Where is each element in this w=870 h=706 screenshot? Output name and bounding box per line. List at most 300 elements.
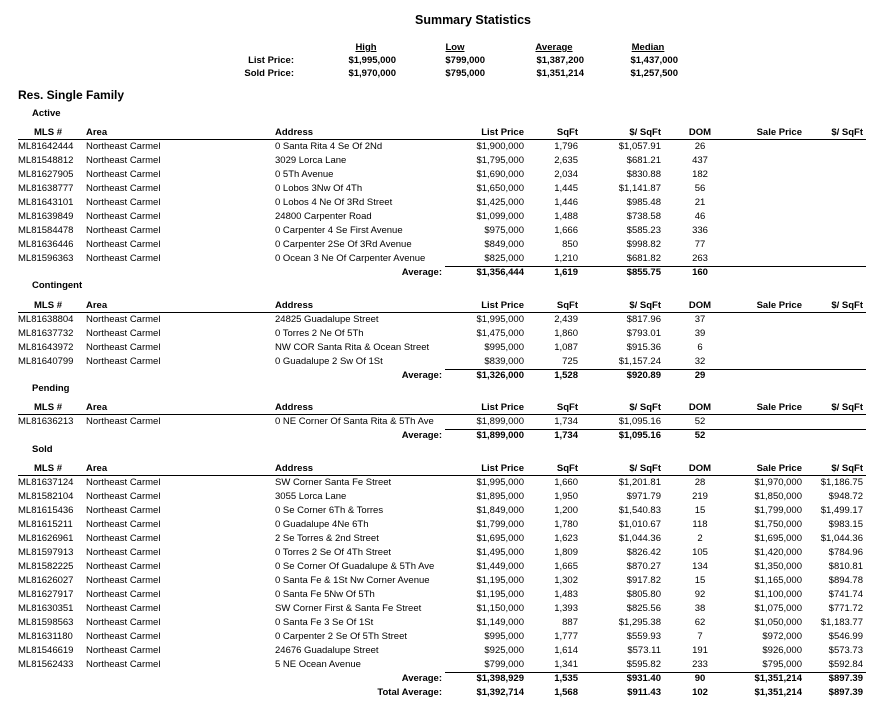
average-row <box>0 370 870 384</box>
area: Northeast Carmel <box>86 211 161 222</box>
column-header-sqft: SqFt <box>556 300 578 311</box>
mls-number: ML81584478 <box>18 225 74 236</box>
dom: 15 <box>694 575 706 586</box>
table-row <box>0 645 870 659</box>
average-sqft: 1,734 <box>554 430 578 441</box>
summary-header-median: Median <box>631 42 665 53</box>
table-row <box>0 491 870 505</box>
address: 0 Guadalupe 4Ne 6Th <box>275 519 369 530</box>
list-price: $1,449,000 <box>476 561 524 572</box>
header-rule <box>18 139 866 140</box>
sale-price: $795,000 <box>762 659 802 670</box>
sale-price-per-sqft: $983.15 <box>828 519 863 530</box>
summary-header-high: High <box>355 42 377 53</box>
table-row <box>0 314 870 328</box>
summary-value: $1,257,500 <box>630 68 678 79</box>
sqft: 1,666 <box>554 225 578 236</box>
sqft: 1,777 <box>554 631 578 642</box>
mls-number: ML81626961 <box>18 533 74 544</box>
table-row <box>0 356 870 370</box>
sale-price-per-sqft: $592.84 <box>828 659 863 670</box>
table-row <box>0 589 870 603</box>
sale-price: $1,050,000 <box>754 617 802 628</box>
column-header-sale-price: Sale Price <box>756 300 802 311</box>
dom: 62 <box>694 617 706 628</box>
column-header-mls-number: MLS # <box>34 300 62 311</box>
area: Northeast Carmel <box>86 356 161 367</box>
list-price: $799,000 <box>484 659 524 670</box>
average-price-per-sqft: $931.40 <box>626 673 661 684</box>
category-title: Res. Single Family <box>18 88 125 102</box>
price-per-sqft: $681.82 <box>626 253 661 264</box>
column-header-dom: DOM <box>688 127 712 138</box>
section-title-pending: Pending <box>32 383 70 394</box>
list-price: $1,650,000 <box>476 183 524 194</box>
list-price: $1,995,000 <box>476 477 524 488</box>
sale-price: $1,100,000 <box>754 589 802 600</box>
mls-number: ML81638777 <box>18 183 74 194</box>
table-row <box>0 603 870 617</box>
sale-price: $1,850,000 <box>754 491 802 502</box>
dom: 39 <box>694 328 706 339</box>
sqft: 1,665 <box>554 561 578 572</box>
column-header-sale-price-per-sqft: $/ SqFt <box>831 402 863 413</box>
price-per-sqft: $1,141.87 <box>618 183 661 194</box>
mls-number: ML81615436 <box>18 505 74 516</box>
table-row <box>0 519 870 533</box>
summary-header-average: Average <box>535 42 573 53</box>
list-price: $1,475,000 <box>476 328 524 339</box>
list-price: $1,995,000 <box>476 314 524 325</box>
area: Northeast Carmel <box>86 328 161 339</box>
mls-number: ML81615211 <box>18 519 73 530</box>
total-average-label: Total Average: <box>377 687 442 698</box>
price-per-sqft: $830.88 <box>626 169 661 180</box>
sale-price-per-sqft: $1,044.36 <box>820 533 863 544</box>
price-per-sqft: $573.11 <box>627 645 661 656</box>
address: 0 Lobos 4 Ne Of 3Rd Street <box>275 197 393 208</box>
dom: 191 <box>692 645 708 656</box>
mls-number: ML81626027 <box>18 575 74 586</box>
summary-value: $1,995,000 <box>348 55 396 66</box>
dom: 92 <box>694 589 706 600</box>
sqft: 1,614 <box>554 645 578 656</box>
dom: 2 <box>697 533 703 544</box>
sale-price: $1,799,000 <box>754 505 802 516</box>
mls-number: ML81643101 <box>18 197 74 208</box>
address: NW COR Santa Rita & Ocean Street <box>275 342 430 353</box>
address: 0 Carpenter 2 Se Of 5Th Street <box>275 631 408 642</box>
sale-price: $972,000 <box>762 631 802 642</box>
sqft: 1,660 <box>554 477 578 488</box>
address: 24800 Carpenter Road <box>275 211 372 222</box>
area: Northeast Carmel <box>86 505 161 516</box>
price-per-sqft: $1,044.36 <box>618 533 661 544</box>
table-row <box>0 239 870 253</box>
average-label: Average: <box>401 267 442 278</box>
dom: 28 <box>694 477 706 488</box>
table-row <box>0 416 870 430</box>
summary-row-label: Sold Price: <box>244 68 294 79</box>
mls-number: ML81548812 <box>18 155 74 166</box>
area: Northeast Carmel <box>86 169 161 180</box>
list-price: $1,195,000 <box>476 589 524 600</box>
average-sqft: 1,619 <box>554 267 578 278</box>
table-row <box>0 575 870 589</box>
mls-number: ML81627905 <box>18 169 74 180</box>
average-label: Average: <box>401 430 442 441</box>
mls-number: ML81562433 <box>18 659 74 670</box>
mls-number: ML81582104 <box>18 491 74 502</box>
average-list-price: $1,326,000 <box>476 370 524 381</box>
price-per-sqft: $915.36 <box>626 342 661 353</box>
average-sqft: 1,535 <box>554 673 578 684</box>
average-row <box>0 267 870 281</box>
sale-price: $1,750,000 <box>754 519 802 530</box>
price-per-sqft: $1,540.83 <box>618 505 661 516</box>
column-header-list-price: List Price <box>481 127 524 138</box>
average-list-price: $1,899,000 <box>476 430 524 441</box>
price-per-sqft: $1,157.24 <box>618 356 661 367</box>
table-row <box>0 547 870 561</box>
sale-price: $1,420,000 <box>754 547 802 558</box>
summary-header-low: Low <box>445 42 465 53</box>
list-price: $1,149,000 <box>476 617 524 628</box>
mls-number: ML81638804 <box>18 314 74 325</box>
dom: 134 <box>692 561 708 572</box>
sqft: 1,087 <box>554 342 578 353</box>
mls-number: ML81637124 <box>18 477 74 488</box>
sqft: 1,393 <box>554 603 578 614</box>
sqft: 1,341 <box>554 659 578 670</box>
mls-number: ML81627917 <box>18 589 74 600</box>
area: Northeast Carmel <box>86 659 161 670</box>
area: Northeast Carmel <box>86 342 161 353</box>
summary-value: $799,000 <box>445 55 485 66</box>
dom: 52 <box>694 416 706 427</box>
sqft: 1,734 <box>554 416 578 427</box>
column-header-price-per-sqft: $/ SqFt <box>629 300 661 311</box>
area: Northeast Carmel <box>86 519 161 530</box>
mls-number: ML81639849 <box>18 211 74 222</box>
table-row <box>0 342 870 356</box>
price-per-sqft: $681.21 <box>626 155 661 166</box>
sqft: 1,483 <box>554 589 578 600</box>
address: 0 Santa Fe & 1St Nw Corner Avenue <box>275 575 430 586</box>
column-header-area: Area <box>86 127 108 138</box>
average-sale-price: $1,351,214 <box>754 673 802 684</box>
address: 24825 Guadalupe Street <box>275 314 379 325</box>
table-row <box>0 505 870 519</box>
sqft: 2,635 <box>554 155 578 166</box>
column-header-list-price: List Price <box>481 300 524 311</box>
price-per-sqft: $793.01 <box>626 328 661 339</box>
dom: 233 <box>692 659 708 670</box>
price-per-sqft: $585.23 <box>626 225 661 236</box>
area: Northeast Carmel <box>86 617 161 628</box>
summary-row-label: List Price: <box>248 55 294 66</box>
list-price: $825,000 <box>484 253 524 264</box>
mls-number: ML81631180 <box>18 631 73 642</box>
column-header-sqft: SqFt <box>556 402 578 413</box>
address: 5 NE Ocean Avenue <box>275 659 361 670</box>
section-title-contingent: Contingent <box>32 280 83 291</box>
sqft: 1,445 <box>554 183 578 194</box>
dom: 15 <box>694 505 706 516</box>
average-dom: 160 <box>692 267 708 278</box>
address: 0 Carpenter 2Se Of 3Rd Avenue <box>275 239 412 250</box>
list-price: $1,150,000 <box>476 603 524 614</box>
list-price: $1,895,000 <box>476 491 524 502</box>
column-header-mls-number: MLS # <box>34 402 62 413</box>
area: Northeast Carmel <box>86 314 161 325</box>
column-header-address: Address <box>275 127 314 138</box>
dom: 77 <box>694 239 706 250</box>
sale-price-per-sqft: $546.99 <box>828 631 863 642</box>
column-header-address: Address <box>275 463 314 474</box>
column-header-area: Area <box>86 463 108 474</box>
table-row <box>0 659 870 673</box>
address: 0 Santa Rita 4 Se Of 2Nd <box>275 141 383 152</box>
list-price: $1,849,000 <box>476 505 524 516</box>
address: 2 Se Torres & 2nd Street <box>275 533 379 544</box>
sale-price-per-sqft: $1,183.77 <box>820 617 863 628</box>
table-row <box>0 155 870 169</box>
sqft: 1,623 <box>554 533 578 544</box>
dom: 182 <box>692 169 708 180</box>
column-header-mls-number: MLS # <box>34 463 62 474</box>
sqft: 1,796 <box>554 141 578 152</box>
mls-number: ML81643972 <box>18 342 74 353</box>
column-header-sale-price: Sale Price <box>756 127 802 138</box>
price-per-sqft: $985.48 <box>626 197 661 208</box>
price-per-sqft: $805.80 <box>626 589 661 600</box>
list-price: $975,000 <box>484 225 524 236</box>
mls-number: ML81636213 <box>18 416 74 427</box>
list-price: $839,000 <box>484 356 524 367</box>
total-average-row <box>0 687 870 701</box>
list-price: $1,799,000 <box>476 519 524 530</box>
mls-number: ML81596363 <box>18 253 74 264</box>
mls-number: ML81637732 <box>18 328 74 339</box>
table-row <box>0 328 870 342</box>
summary-value: $1,387,200 <box>536 55 584 66</box>
list-price: $995,000 <box>484 631 524 642</box>
price-per-sqft: $1,010.67 <box>618 519 661 530</box>
sale-price: $1,695,000 <box>754 533 802 544</box>
column-header-area: Area <box>86 300 108 311</box>
dom: 105 <box>692 547 708 558</box>
price-per-sqft: $1,095.16 <box>618 416 661 427</box>
table-row <box>0 477 870 491</box>
area: Northeast Carmel <box>86 645 161 656</box>
mls-number: ML81598563 <box>18 617 74 628</box>
sale-price-per-sqft: $894.78 <box>828 575 863 586</box>
column-header-area: Area <box>86 402 108 413</box>
sale-price-per-sqft: $741.74 <box>828 589 863 600</box>
table-row <box>0 225 870 239</box>
price-per-sqft: $738.58 <box>626 211 661 222</box>
area: Northeast Carmel <box>86 253 161 264</box>
column-header-dom: DOM <box>688 300 712 311</box>
summary-value: $795,000 <box>445 68 485 79</box>
dom: 56 <box>694 183 706 194</box>
address: 0 Guadalupe 2 Sw Of 1St <box>275 356 383 367</box>
sale-price: $1,350,000 <box>754 561 802 572</box>
mls-number: ML81597913 <box>18 547 74 558</box>
dom: 38 <box>694 603 706 614</box>
column-header-dom: DOM <box>688 463 712 474</box>
list-price: $1,195,000 <box>476 575 524 586</box>
table-row <box>0 617 870 631</box>
section-title-active: Active <box>32 108 61 119</box>
sale-price-per-sqft: $948.72 <box>828 491 863 502</box>
average-sale-price-per-sqft: $897.39 <box>828 673 863 684</box>
column-header-sqft: SqFt <box>556 127 578 138</box>
average-label: Average: <box>401 370 442 381</box>
total-dom: 102 <box>692 687 708 698</box>
dom: 7 <box>697 631 703 642</box>
sale-price-per-sqft: $810.81 <box>828 561 863 572</box>
address: SW Corner First & Santa Fe Street <box>275 603 422 614</box>
average-sqft: 1,528 <box>554 370 578 381</box>
sale-price-per-sqft: $573.73 <box>828 645 863 656</box>
dom: 336 <box>692 225 708 236</box>
table-row <box>0 211 870 225</box>
address: 3029 Lorca Lane <box>275 155 347 166</box>
table-row <box>0 141 870 155</box>
dom: 437 <box>692 155 708 166</box>
area: Northeast Carmel <box>86 589 161 600</box>
dom: 46 <box>694 211 706 222</box>
area: Northeast Carmel <box>86 197 161 208</box>
sale-price-per-sqft: $1,499.17 <box>820 505 863 516</box>
sqft: 1,200 <box>554 505 578 516</box>
sqft: 887 <box>562 617 578 628</box>
column-header-price-per-sqft: $/ SqFt <box>629 402 661 413</box>
price-per-sqft: $817.96 <box>626 314 661 325</box>
dom: 21 <box>694 197 706 208</box>
total-list-price: $1,392,714 <box>476 687 524 698</box>
page-title: Summary Statistics <box>414 13 532 27</box>
address: 3055 Lorca Lane <box>275 491 347 502</box>
sqft: 1,210 <box>554 253 578 264</box>
list-price: $1,425,000 <box>476 197 524 208</box>
sqft: 725 <box>562 356 578 367</box>
sale-price: $1,165,000 <box>754 575 802 586</box>
address: 24676 Guadalupe Street <box>275 645 379 656</box>
sale-price-per-sqft: $784.96 <box>828 547 863 558</box>
mls-number: ML81642444 <box>18 141 74 152</box>
sqft: 1,302 <box>554 575 578 586</box>
area: Northeast Carmel <box>86 561 161 572</box>
dom: 6 <box>697 342 703 353</box>
column-header-list-price: List Price <box>481 463 524 474</box>
sale-price-per-sqft: $771.72 <box>828 603 863 614</box>
list-price: $849,000 <box>484 239 524 250</box>
list-price: $1,900,000 <box>476 141 524 152</box>
sqft: 2,034 <box>554 169 578 180</box>
address: 0 NE Corner Of Santa Rita & 5Th Ave <box>275 416 434 427</box>
column-header-dom: DOM <box>688 402 712 413</box>
area: Northeast Carmel <box>86 225 161 236</box>
mls-number: ML81640799 <box>18 356 74 367</box>
sale-price: $1,075,000 <box>754 603 802 614</box>
column-header-price-per-sqft: $/ SqFt <box>629 463 661 474</box>
list-price: $1,695,000 <box>476 533 524 544</box>
sqft: 2,439 <box>554 314 578 325</box>
address: 0 Torres 2 Ne Of 5Th <box>275 328 364 339</box>
sale-price: $926,000 <box>762 645 802 656</box>
dom: 37 <box>694 314 706 325</box>
sqft: 1,446 <box>554 197 578 208</box>
area: Northeast Carmel <box>86 416 161 427</box>
column-header-sale-price: Sale Price <box>756 402 802 413</box>
dom: 26 <box>694 141 706 152</box>
area: Northeast Carmel <box>86 155 161 166</box>
dom: 263 <box>692 253 708 264</box>
sqft: 1,488 <box>554 211 578 222</box>
sqft: 850 <box>562 239 578 250</box>
list-price: $925,000 <box>484 645 524 656</box>
column-header-list-price: List Price <box>481 402 524 413</box>
address: 0 Se Corner 6Th & Torres <box>275 505 384 516</box>
price-per-sqft: $870.27 <box>626 561 661 572</box>
average-list-price: $1,356,444 <box>476 267 524 278</box>
table-row <box>0 631 870 645</box>
average-row <box>0 673 870 687</box>
mls-number: ML81630351 <box>18 603 74 614</box>
price-per-sqft: $559.93 <box>626 631 661 642</box>
average-label: Average: <box>401 673 442 684</box>
mls-number: ML81636446 <box>18 239 74 250</box>
average-list-price: $1,398,929 <box>476 673 524 684</box>
column-header-sale-price-per-sqft: $/ SqFt <box>831 300 863 311</box>
area: Northeast Carmel <box>86 631 161 642</box>
column-header-sqft: SqFt <box>556 463 578 474</box>
address: 0 Torres 2 Se Of 4Th Street <box>275 547 391 558</box>
total-price-per-sqft: $911.43 <box>627 687 661 698</box>
dom: 118 <box>692 519 708 530</box>
dom: 32 <box>694 356 706 367</box>
table-row <box>0 169 870 183</box>
area: Northeast Carmel <box>86 547 161 558</box>
column-header-mls-number: MLS # <box>34 127 62 138</box>
total-sqft: 1,568 <box>554 687 578 698</box>
column-header-sale-price: Sale Price <box>756 463 802 474</box>
address: 0 Lobos 3Nw Of 4Th <box>275 183 363 194</box>
average-dom: 90 <box>694 673 706 684</box>
sqft: 1,780 <box>554 519 578 530</box>
column-header-address: Address <box>275 402 314 413</box>
list-price: $995,000 <box>484 342 524 353</box>
area: Northeast Carmel <box>86 183 161 194</box>
price-per-sqft: $998.82 <box>626 239 661 250</box>
price-per-sqft: $1,201.81 <box>618 477 661 488</box>
area: Northeast Carmel <box>86 491 161 502</box>
table-row <box>0 183 870 197</box>
average-price-per-sqft: $920.89 <box>626 370 661 381</box>
sale-price: $1,970,000 <box>754 477 802 488</box>
address: SW Corner Santa Fe Street <box>275 477 392 488</box>
sqft: 1,950 <box>554 491 578 502</box>
price-per-sqft: $1,057.91 <box>618 141 661 152</box>
price-per-sqft: $917.82 <box>626 575 661 586</box>
average-price-per-sqft: $855.75 <box>626 267 661 278</box>
mls-number: ML81546619 <box>18 645 74 656</box>
list-price: $1,795,000 <box>476 155 524 166</box>
price-per-sqft: $971.79 <box>626 491 661 502</box>
